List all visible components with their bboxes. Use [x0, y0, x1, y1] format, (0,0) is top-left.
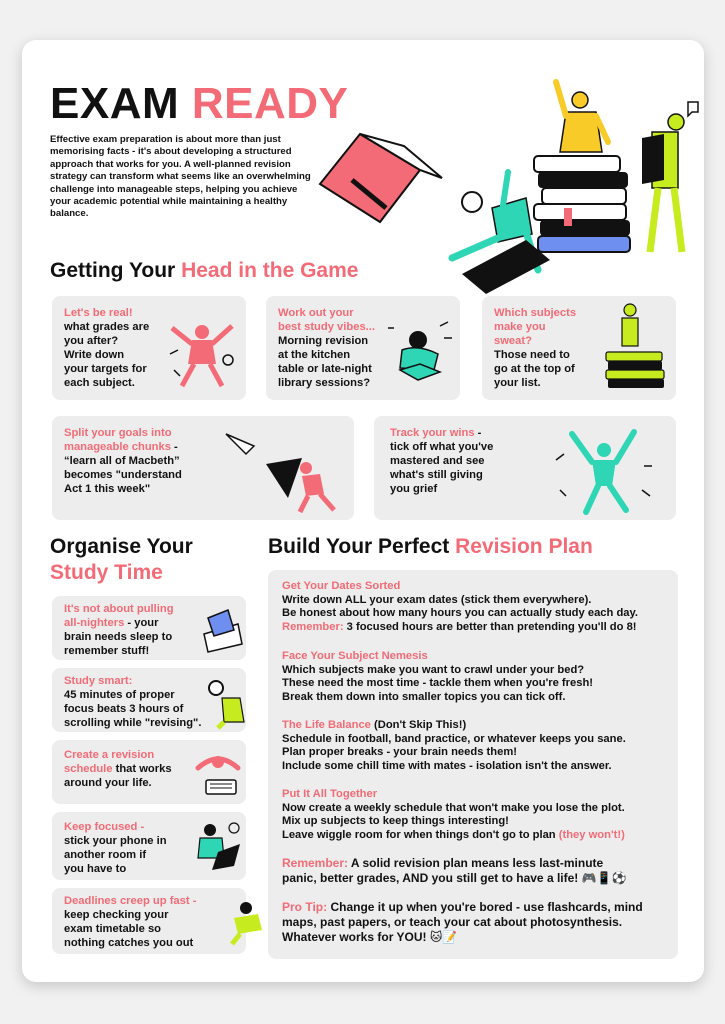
yellow-figure-icon	[556, 82, 608, 152]
red-figure-juggling-icon	[162, 310, 242, 390]
lime-figure-on-books-icon	[600, 302, 670, 392]
tip-card-sleep: It's not about pulling all-nighters - your brain needs sleep to remember stuff!	[52, 596, 246, 660]
sleeping-figure-icon	[198, 604, 248, 654]
lime-figure-reading-icon	[642, 102, 698, 252]
plan-remember-note: Remember: A solid revision plan means less last-minute panic, better grades, AND you still get to have a life! 🎮📱⚽	[282, 856, 627, 885]
section-heading-organise: Organise Your Study Time	[50, 535, 193, 584]
page-title: EXAM READY	[50, 79, 349, 128]
tip-card-study-smart: Study smart: 45 minutes of proper focus beats 3 hours of scrolling while "revising".	[52, 668, 246, 732]
section-heading-plan: Build Your Perfect Revision Plan	[268, 535, 593, 558]
book-stack-icon	[534, 156, 630, 252]
plan-pro-tip: Pro Tip: Change it up when you're bored - use flashcards, mind maps, past papers, or teach your cat about photosynthesis. Whatever works for YOU! 🐱📝	[282, 900, 643, 944]
open-book-icon	[320, 134, 442, 222]
hero-illustration	[312, 52, 692, 292]
tip-card-grades: Let's be real! what grades are you after? Write down your targets for each subject.	[52, 296, 246, 400]
rocket-figure-icon	[216, 424, 346, 514]
tip-card-track-wins: Track your wins - tick off what you've mastered and see what's still giving you grief	[374, 416, 676, 520]
section-heading-head-game: Getting Your Head in the Game	[50, 259, 359, 282]
tip-card-subjects-sweat: Which subjects make you sweat? Those need to go at the top of your list.	[482, 296, 676, 400]
tip-card-deadlines: Deadlines creep up fast - keep checking your exam timetable so nothing catches you out	[52, 888, 246, 954]
intro-paragraph: Effective exam preparation is about more than just memorising facts - it's about developing a structured approach that works for you. A well-planned revision strategy can transform what seems like an overwhelming challenge into manageable steps, helping you achieve your academic potential while maintaining a healthy balance.	[50, 134, 311, 220]
teal-figure-jumping-icon	[546, 420, 656, 516]
tip-card-study-vibes: Work out your best study vibes... Morning revision at the kitchen table or late-night library sessions?	[266, 296, 460, 400]
laptop-figure-icon	[188, 818, 244, 874]
tip-card-goals-chunks: Split your goals into manageable chunks - “learn all of Macbeth” becomes "understand Act 1 this week"	[52, 416, 354, 520]
tip-card-focus: Keep focused - stick your phone in another room if you have to	[52, 812, 246, 880]
lime-figure-magnifier-icon	[204, 678, 252, 728]
poster	[22, 40, 704, 982]
lime-figure-running-icon	[228, 900, 268, 944]
plan-section-life-balance: The Life Balance (Don't Skip This!) Schedule in football, band practice, or whatever keeps you sane. Plan proper breaks - your brain needs them! Include some chill time with mates - isolation isn't the answer.	[282, 719, 626, 772]
tip-card-schedule: Create a revision schedule that works around your life.	[52, 740, 246, 804]
revision-plan-panel	[268, 570, 678, 959]
plan-section-dates: Get Your Dates Sorted Write down ALL your exam dates (stick them everywhere). Be honest about how many hours you can actually study each day. Remember: 3 focused hours are better than pretending you'll do 8!	[282, 580, 639, 633]
plan-section-nemesis: Face Your Subject Nemesis Which subjects make you want to crawl under your bed? These need the most time - tackle them when you're fresh! Break them down into smaller topics you can tick off.	[282, 650, 594, 703]
keyboard-figure-icon	[192, 746, 244, 798]
teal-figure-reading-icon	[378, 314, 458, 394]
plan-section-put-together: Put It All Together Now create a weekly schedule that won't make you lose the plot. Mix up subjects to keep things interesting! Leave wiggle room for when things don't go to plan (they won't!)	[282, 788, 625, 841]
